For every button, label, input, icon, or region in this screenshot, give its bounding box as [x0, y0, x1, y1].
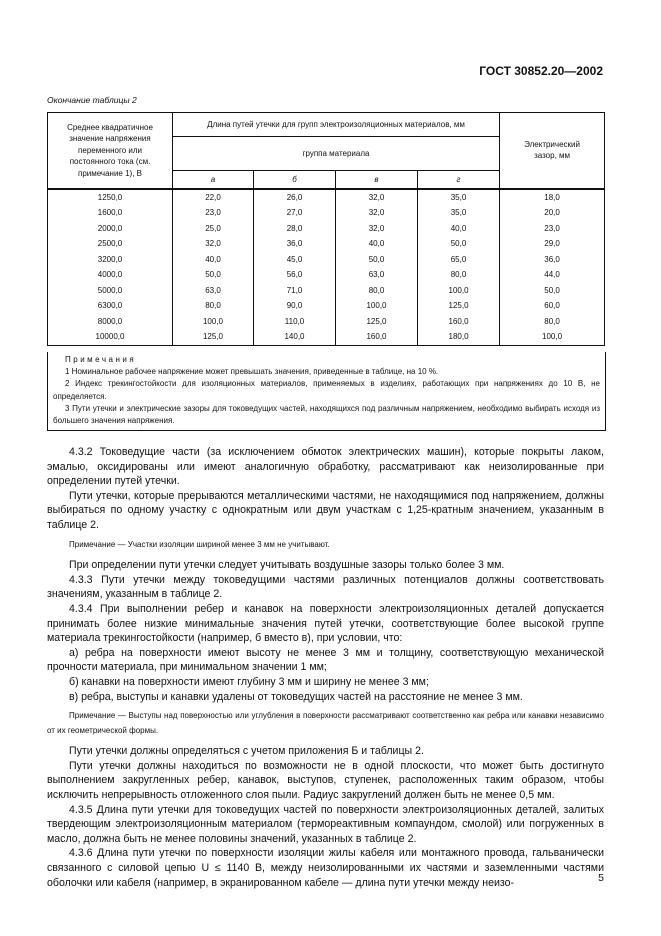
- table-row: [48, 283, 605, 299]
- paragraph: 4.3.5 Длина пути утечки для токоведущих частей по поверхности электроизоляционных деталей, залитых твердеющим электроизоляционным материалом (термореактивным компаундом, смолой) или погруженных в масло, должна быть не менее половины значений, указанных в таблице 2.: [47, 803, 604, 845]
- table-cell: 32,0: [173, 236, 254, 252]
- table-cell: 32,0: [336, 189, 418, 206]
- table-cell: 35,0: [418, 205, 500, 221]
- table-cell: 140,0: [254, 329, 336, 345]
- table-cell: 35,0: [418, 189, 500, 206]
- table-cell: 180,0: [418, 329, 500, 345]
- table-cell: 63,0: [336, 267, 418, 283]
- table-cell: 40,0: [336, 236, 418, 252]
- table-row: [48, 298, 605, 314]
- table-cell: 10000,0: [48, 329, 173, 345]
- paragraph: 4.3.6 Длина пути утечки по поверхности изоляции жилы кабеля или монтажного провода, гальванически связанного с силовой цепью U ≤ 1140 В, между неизолированными их частями и заземленными частями оболочки или кабеля (например, в экранированном кабеле — длина пути утечки между неизо-: [47, 847, 604, 889]
- paragraph: Пути утечки должны находиться по возможности не в одной плоскости, что может быть достигнуто выполнением закругленных ребер, канавок, выступов, ступенек, расположенных таким образом, чтобы исключить непрерывность отложенного слоя пыли. Радиус закруглений должен быть не менее 0,5 мм.: [47, 759, 604, 802]
- note-item: 3 Пути утечки и электрические зазоры для токоведущих частей, находящихся под различным напряжением, необходимо выбирать исходя из большего значения напряжения.: [53, 403, 600, 426]
- notes-title: Примечания: [65, 355, 137, 364]
- table-cell: 50,0: [173, 267, 254, 283]
- table-cell: 160,0: [336, 329, 418, 345]
- table-cell: 110,0: [254, 314, 336, 330]
- paragraph: 4.3.3 Пути утечки между токоведущими частями различных потенциалов должны соответствовать значениям, указанным в таблице 2.: [47, 573, 604, 601]
- table-cell: 45,0: [254, 252, 336, 268]
- table-cell: 36,0: [500, 252, 605, 268]
- list-item: в) ребра, выступы и канавки удалены от токоведущих частей на расстояние не менее 3 мм.: [69, 690, 523, 703]
- table-cell: 40,0: [173, 252, 254, 268]
- table-cell: 3200,0: [48, 252, 173, 268]
- table-row: [48, 267, 605, 283]
- table-cell: 32,0: [336, 205, 418, 221]
- table-cell: 100,0: [500, 329, 605, 345]
- table-cell: 100,0: [173, 314, 254, 330]
- col-creepage-header: Длина путей утечки для групп электроизоляционных материалов, мм: [173, 113, 500, 137]
- table-cell: 40,0: [418, 221, 500, 237]
- table-cell: 100,0: [336, 298, 418, 314]
- table-cell: 5000,0: [48, 283, 173, 299]
- table-cell: 80,0: [336, 283, 418, 299]
- table-cell: 125,0: [173, 329, 254, 345]
- table-cell: 160,0: [418, 314, 500, 330]
- note-item: 2 Индекс трекингостойкости для изоляционных материалов, применяемых в изделиях, работающих при напряжениях до 10 В, не определяется.: [53, 379, 600, 401]
- table-row: [48, 329, 605, 345]
- document-header: ГОСТ 30852.20—2002: [479, 64, 603, 78]
- paragraph: Пути утечки должны определяться с учетом приложения Б и таблицы 2.: [69, 745, 424, 758]
- table-row: [48, 314, 605, 330]
- table-cell: 29,0: [500, 236, 605, 252]
- material-group-header: группа материала: [173, 137, 500, 171]
- table-cell: 6300,0: [48, 298, 173, 314]
- table-cell: 2500,0: [48, 236, 173, 252]
- table-row: [48, 252, 605, 268]
- table-row: [48, 205, 605, 221]
- table-cell: 4000,0: [48, 267, 173, 283]
- table-cell: 125,0: [336, 314, 418, 330]
- table-cell: 44,0: [500, 267, 605, 283]
- table-cell: 28,0: [254, 221, 336, 237]
- page-number: 5: [598, 872, 604, 884]
- table-cell: 100,0: [418, 283, 500, 299]
- note: Примечание — Выступы над поверхностью или углубления в поверхности рассматривают соответственно как ребра или канавки независимо от их геометрической формы.: [47, 711, 604, 735]
- list-item: б) канавки на поверхности имеют глубину 3 мм и ширину не менее 3 мм;: [69, 675, 429, 688]
- table-cell: 32,0: [336, 221, 418, 237]
- table-cell: 125,0: [418, 298, 500, 314]
- paragraph: При определении пути утечки следует учитывать воздушные зазоры только более 3 мм.: [69, 559, 505, 572]
- note: Примечание — Участки изоляции шириной менее 3 мм не учитывают.: [69, 539, 330, 549]
- table-notes: [47, 352, 606, 431]
- table-cell: 18,0: [500, 189, 605, 206]
- note-item: 1 Номинальное рабочее напряжение может превышать значения, приведенные в таблице, на 10 %.: [65, 367, 439, 377]
- table-cell: 50,0: [418, 236, 500, 252]
- group-header: в: [336, 171, 418, 189]
- table-cell: 56,0: [254, 267, 336, 283]
- body-text: [47, 445, 604, 890]
- table-cell: 63,0: [173, 283, 254, 299]
- table-cell: 1600,0: [48, 205, 173, 221]
- creepage-table: [47, 112, 605, 346]
- table-cell: 50,0: [336, 252, 418, 268]
- table-row: [48, 236, 605, 252]
- table-cell: 2000,0: [48, 221, 173, 237]
- table-cell: 90,0: [254, 298, 336, 314]
- table-cell: 25,0: [173, 221, 254, 237]
- group-header: б: [254, 171, 336, 189]
- paragraph: Пути утечки, которые прерываются металлическими частями, не находящимися под напряжением, должны выбираться по одному участку с однократным или двум участкам с 1,25-кратным значением, указанным в таблице 2.: [47, 489, 604, 531]
- table-cell: 1250,0: [48, 189, 173, 206]
- table-cell: 60,0: [500, 298, 605, 314]
- table-cell: 8000,0: [48, 314, 173, 330]
- table-cell: 23,0: [500, 221, 605, 237]
- table-row: [48, 189, 605, 206]
- table-cell: 27,0: [254, 205, 336, 221]
- paragraph: 4.3.2 Токоведущие части (за исключением обмоток электрических машин), которые покрыты лаком, эмалью, оксидированы или имеют аналогичную обработку, рассматривают как неизолированные при определении путей утечки.: [47, 446, 604, 488]
- paragraph: 4.3.4 При выполнении ребер и канавок на поверхности электроизоляционных деталей допускается принимать более низкие минимальные значения путей утечки, соответствующие более высокой группе материала трекингостойкости (например, б вместо в), при условии, что:: [47, 602, 604, 645]
- list-item: а) ребра на поверхности имеют высоту не менее 3 мм и толщину, соответствующую механической прочности материала, при минимальном значении 1 мм;: [47, 646, 604, 674]
- table-cell: 80,0: [418, 267, 500, 283]
- table-cell: 20,0: [500, 205, 605, 221]
- table-caption: Окончание таблицы 2: [47, 95, 137, 105]
- table-cell: 23,0: [173, 205, 254, 221]
- col-voltage-header: Среднее квадратичное значение напряжения переменного или постоянного тока (см. примечание 1), В: [48, 113, 173, 189]
- table-cell: 65,0: [418, 252, 500, 268]
- table-cell: 26,0: [254, 189, 336, 206]
- table-cell: 22,0: [173, 189, 254, 206]
- table-cell: 71,0: [254, 283, 336, 299]
- col-clearance-header: Электрический зазор, мм: [500, 113, 605, 189]
- group-header: а: [173, 171, 254, 189]
- group-header: г: [418, 171, 500, 189]
- table-row: [48, 221, 605, 237]
- table-cell: 36,0: [254, 236, 336, 252]
- table-cell: 80,0: [173, 298, 254, 314]
- table-cell: 80,0: [500, 314, 605, 330]
- table-cell: 50,0: [500, 283, 605, 299]
